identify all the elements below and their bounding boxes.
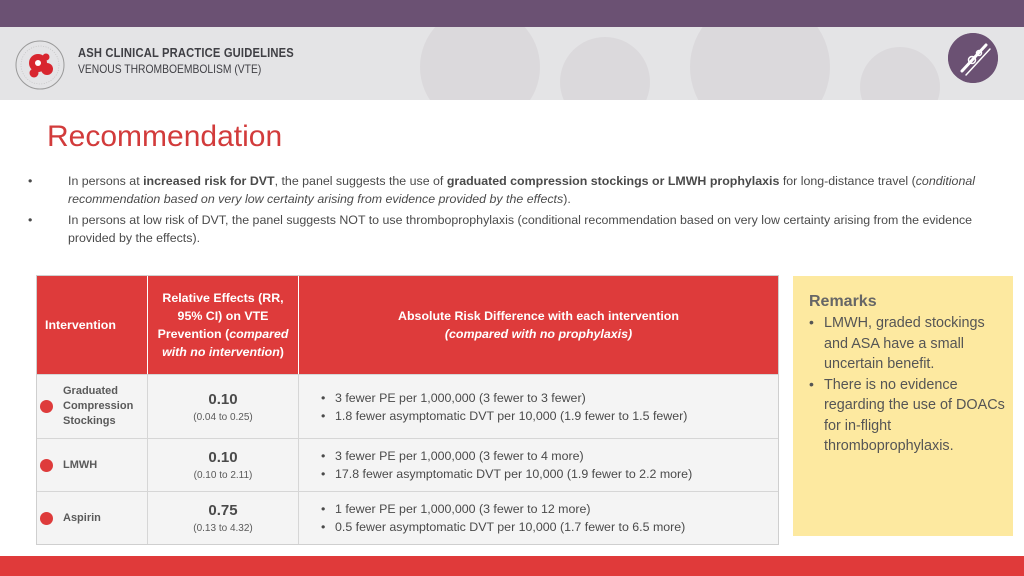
relative-risk-value: 0.10 [208,449,238,466]
rec1-bold-intervention: graduated compression stockings or LMWH prophylaxis [446,174,780,188]
rec1-text: , the panel suggests the use of [274,174,447,188]
absolute-difference-cell [299,492,778,544]
relative-effect-cell [148,439,299,491]
absolute-difference-item: • 3 fewer PE per 1,000,000 (3 fewer to 4 more) [321,447,778,465]
bullet-marker: • [28,174,33,188]
ash-society-seal-icon [14,39,66,91]
confidence-interval: (0.10 to 2.11) [193,470,253,481]
vein-guidelines-icon [948,33,998,83]
decorative-cell [860,47,940,100]
header-relative-effects [148,276,299,374]
rec1-italic-strength: conditional recommendation based on very low certainty arising from evidence provided by the effects [68,174,975,206]
intervention-cell [37,439,148,491]
recommendation-list [28,172,998,250]
bullet-marker: • [28,213,33,227]
absolute-difference-item: • 1 fewer PE per 1,000,000 (3 fewer to 12 more) [321,500,778,518]
brand-subtitle: VENOUS THROMBOEMBOLISM (VTE) [78,62,262,76]
header-intervention: Intervention [37,276,148,374]
remarks-panel [793,276,1013,536]
red-dot-icon [40,459,53,472]
confidence-interval: (0.13 to 4.32) [193,523,253,534]
top-accent-bar [0,0,1024,27]
relative-risk-value: 0.75 [208,502,238,519]
brand-title: ASH CLINICAL PRACTICE GUIDELINES [78,45,294,60]
decorative-cell [420,27,540,100]
recommendation-item [28,172,998,208]
absolute-difference-cell [299,439,778,491]
guideline-header [0,27,1024,100]
recommendation-item [28,211,998,247]
header-relative-italic: compared with no intervention [162,327,289,359]
rec1-bold-risk: increased risk for DVT [143,174,275,188]
header-relative-close: ) [279,345,284,359]
red-dot-icon [40,512,53,525]
remark-item: • There is no evidence regarding the use of DOACs for in-flight thromboprophylaxis. [809,375,1005,457]
intervention-name: Aspirin [63,511,101,524]
confidence-interval: (0.04 to 0.25) [193,411,253,423]
decorative-cell [560,37,650,100]
relative-risk-value: 0.10 [208,390,238,408]
header-absolute-text: Absolute Risk Difference with each intervention [398,309,679,323]
decorative-cell [690,27,830,100]
rec1-text: In persons at [68,174,144,188]
table-row [37,438,778,491]
header-relative-text: Relative Effects (RR, 95% CI) on VTE Prevention [157,291,284,341]
absolute-difference-item: • 1.8 fewer asymptomatic DVT per 10,000 (1.9 fewer to 1.5 fewer) [321,407,778,425]
table-header-row [37,276,778,374]
absolute-difference-item: • 3 fewer PE per 1,000,000 (3 fewer to 3 fewer) [321,389,778,407]
relative-effect-cell [148,492,299,544]
intervention-name: Graduated Compression Stockings [63,385,134,427]
red-dot-icon [40,400,53,413]
header-absolute-difference [299,276,778,374]
rec2-text: In persons at low risk of DVT, the panel suggests NOT to use thromboprophylaxis (conditional recommendation based on very low certainty arising from the evidence provided by the effects). [68,213,973,245]
absolute-difference-item: • 17.8 fewer asymptomatic DVT per 10,000 (1.9 fewer to 2.2 more) [321,465,778,483]
rec1-text: for long-distance travel ( [779,174,916,188]
evidence-table [36,275,779,545]
guideline-brand [78,45,329,76]
intervention-name: LMWH [63,458,98,471]
intervention-cell [37,492,148,544]
absolute-difference-item: • 0.5 fewer asymptomatic DVT per 10,000 (1.7 fewer to 6.5 more) [321,518,778,536]
slide-title: Recommendation [47,120,283,153]
table-row [37,491,778,544]
header-relative-open: ( [225,327,230,341]
relative-effect-cell [148,375,299,438]
bottom-accent-bar [0,556,1024,576]
intervention-cell [37,375,148,438]
absolute-difference-cell [299,375,778,438]
header-absolute-italic: (compared with no prophylaxis) [444,327,633,341]
table-row [37,374,778,438]
remark-item: • LMWH, graded stockings and ASA have a small uncertain benefit. [809,313,1005,375]
remarks-title: Remarks [809,293,877,310]
rec1-text: ). [563,192,571,206]
